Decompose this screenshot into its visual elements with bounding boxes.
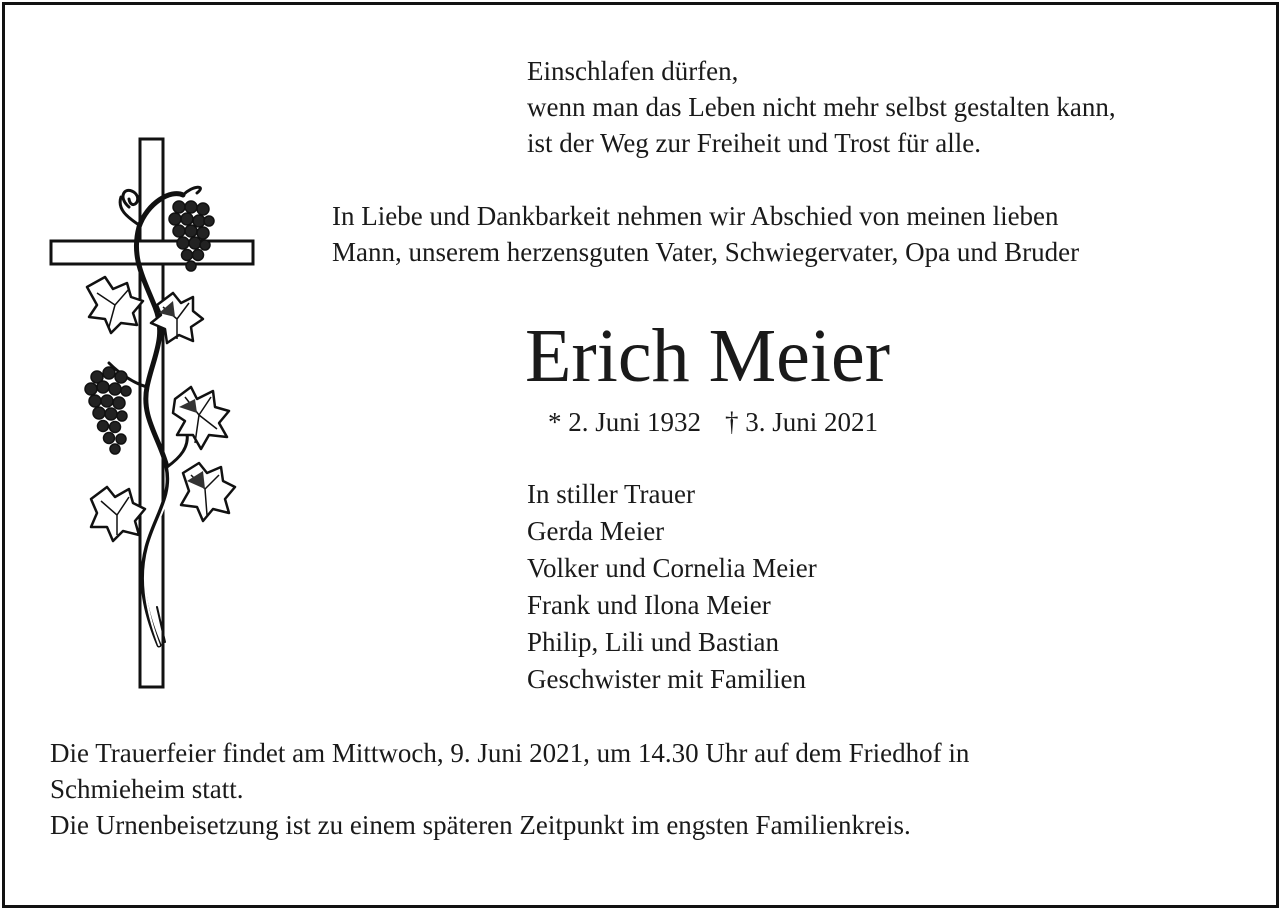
life-dates xyxy=(548,404,878,440)
mourner: Gerda Meier xyxy=(527,516,665,546)
mourner: Philip, Lili und Bastian xyxy=(527,627,780,657)
ceremony-line: Die Urnenbeisetzung ist zu einem späteren Zeitpunkt im engsten Familienkreis. xyxy=(50,810,911,840)
ceremony-line: Die Trauerfeier findet am Mittwoch, 9. Juni 2021, um 14.30 Uhr auf dem Friedhof in xyxy=(50,738,970,768)
death-date: † 3. Juni 2021 xyxy=(725,407,879,437)
farewell-text xyxy=(332,198,1079,270)
farewell-line: In Liebe und Dankbarkeit nehmen wir Abschied von meinen lieben xyxy=(332,201,1059,231)
ceremony-line: Schmieheim statt. xyxy=(50,774,244,804)
obituary-notice xyxy=(2,2,1279,908)
cross-with-grapevine-icon xyxy=(47,137,259,697)
ceremony-info xyxy=(50,735,969,843)
poem-line: Einschlafen dürfen, xyxy=(527,56,739,86)
mourner: Volker und Cornelia Meier xyxy=(527,553,817,583)
deceased-name: Erich Meier xyxy=(525,314,891,398)
farewell-line: Mann, unserem herzensguten Vater, Schwiegervater, Opa und Bruder xyxy=(332,237,1080,267)
birth-date: * 2. Juni 1932 xyxy=(548,407,702,437)
poem xyxy=(527,53,1116,161)
poem-line: ist der Weg zur Freiheit und Trost für alle. xyxy=(527,128,982,158)
mourner: Frank und Ilona Meier xyxy=(527,590,771,620)
mourners-heading: In stiller Trauer xyxy=(527,479,695,509)
poem-line: wenn man das Leben nicht mehr selbst gestalten kann, xyxy=(527,92,1116,122)
mourners-list xyxy=(527,476,817,698)
mourner: Geschwister mit Familien xyxy=(527,664,806,694)
